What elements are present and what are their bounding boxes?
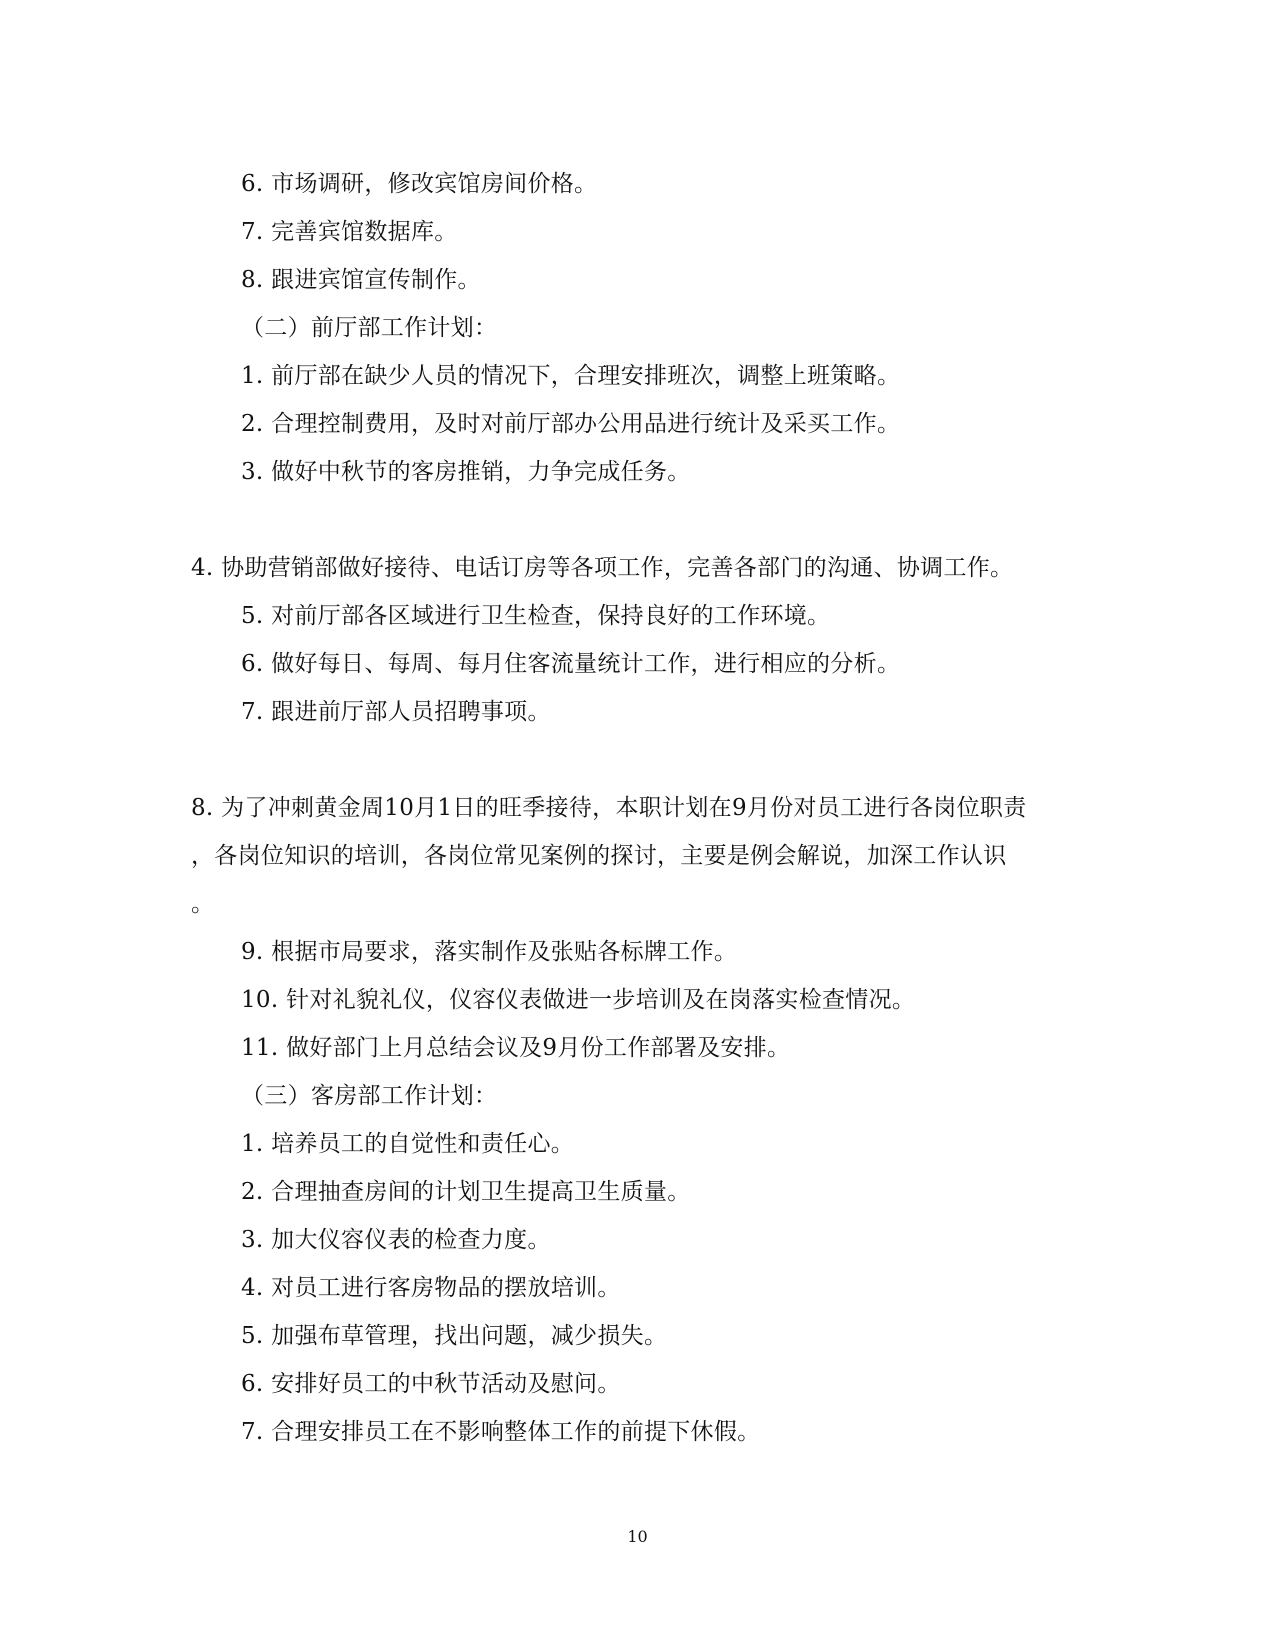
- text-line: 4. 对员工进行客房物品的摆放培训。: [241, 1275, 621, 1301]
- text-line: 10. 针对礼貌礼仪，仪容仪表做进一步培训及在岗落实检查情况。: [241, 987, 916, 1013]
- text-line: 3. 做好中秋节的客房推销，力争完成任务。: [241, 459, 691, 485]
- text-line: ，各岗位知识的培训，各岗位常见案例的探讨，主要是例会解说，加深工作认识: [191, 843, 1007, 869]
- text-line: 1. 培养员工的自觉性和责任心。: [241, 1131, 575, 1157]
- text-line: 8. 跟进宾馆宣传制作。: [241, 267, 481, 293]
- text-line: 2. 合理控制费用，及时对前厅部办公用品进行统计及采买工作。: [241, 411, 901, 437]
- text-line: 5. 加强布草管理，找出问题，减少损失。: [241, 1323, 668, 1349]
- text-line: 4. 协助营销部做好接待、电话订房等各项工作，完善各部门的沟通、协调工作。: [191, 555, 1014, 581]
- page-number: 10: [627, 1527, 648, 1546]
- text-line: 6. 市场调研，修改宾馆房间价格。: [241, 171, 598, 197]
- text-line: 8. 为了冲刺黄金周10月1日的旺季接待，本职计划在9月份对员工进行各岗位职责: [191, 795, 1027, 821]
- section-heading: （二）前厅部工作计划：: [241, 315, 498, 341]
- text-line: 3. 加大仪容仪表的检查力度。: [241, 1227, 551, 1253]
- text-line: 7. 跟进前厅部人员招聘事项。: [241, 699, 551, 725]
- text-line: 7. 完善宾馆数据库。: [241, 219, 458, 245]
- text-line: 1. 前厅部在缺少人员的情况下，合理安排班次，调整上班策略。: [241, 363, 901, 389]
- text-line: 2. 合理抽查房间的计划卫生提高卫生质量。: [241, 1179, 691, 1205]
- text-line: 7. 合理安排员工在不影响整体工作的前提下休假。: [241, 1419, 761, 1445]
- text-line: 6. 安排好员工的中秋节活动及慰问。: [241, 1371, 621, 1397]
- text-line: 9. 根据市局要求，落实制作及张贴各标牌工作。: [241, 939, 738, 965]
- section-heading: （三）客房部工作计划：: [241, 1083, 498, 1109]
- text-line: 11. 做好部门上月总结会议及9月份工作部署及安排。: [241, 1035, 791, 1061]
- text-line: 5. 对前厅部各区域进行卫生检查，保持良好的工作环境。: [241, 603, 831, 629]
- text-line: 。: [191, 891, 215, 917]
- text-line: 6. 做好每日、每周、每月住客流量统计工作，进行相应的分析。: [241, 651, 901, 677]
